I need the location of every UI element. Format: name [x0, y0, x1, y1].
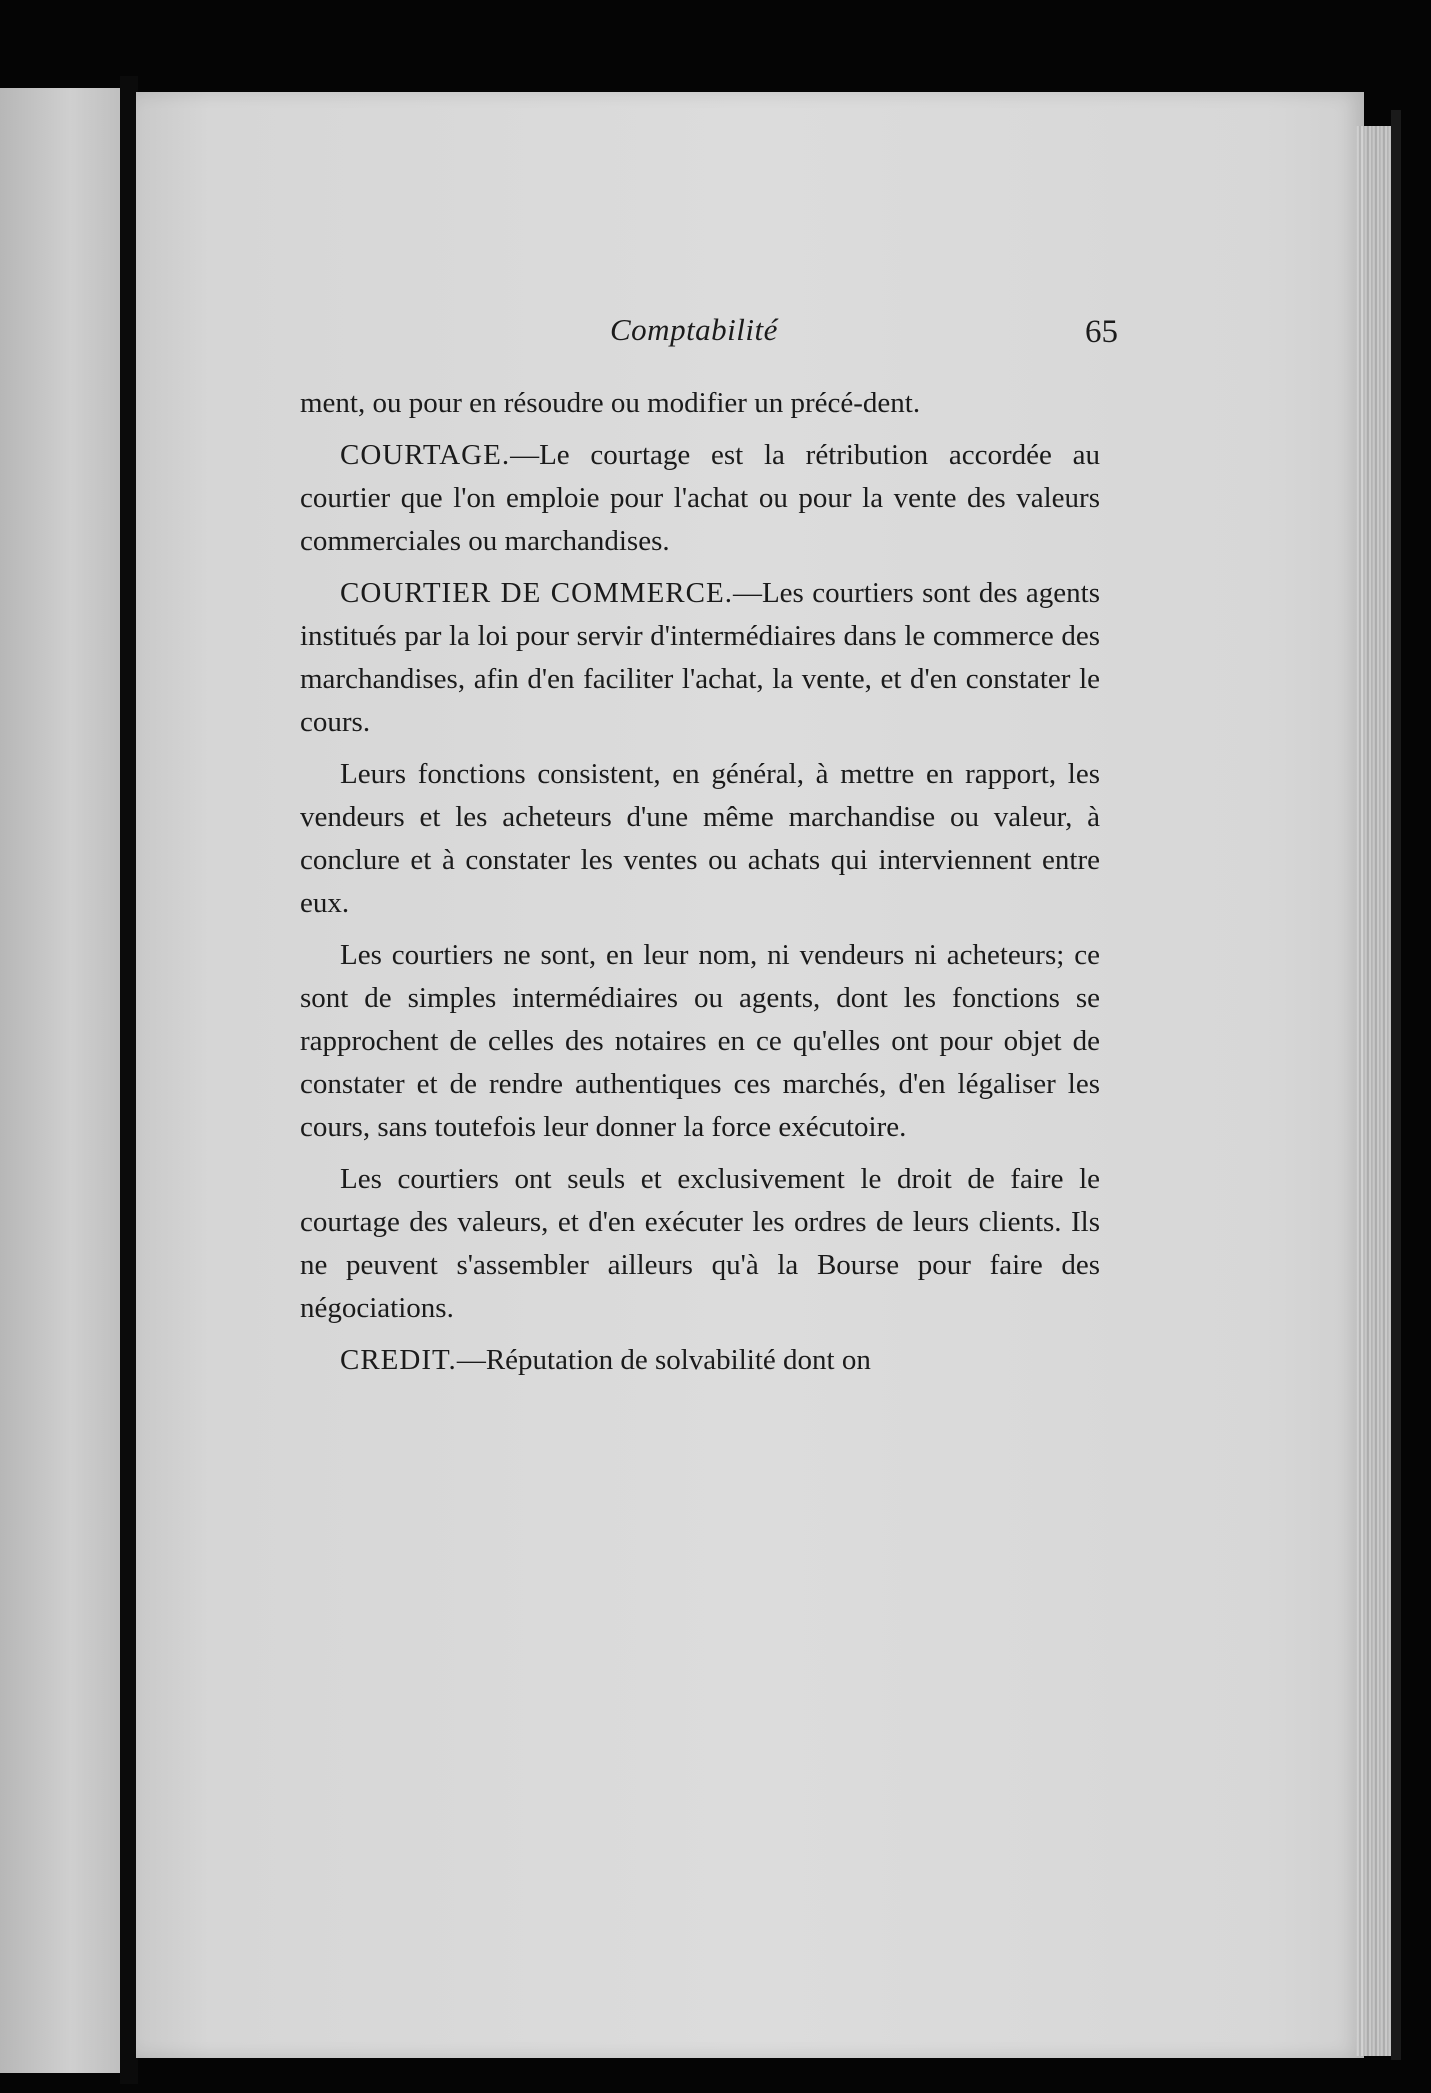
- paragraph-text: Les courtiers ont seuls et exclusivement le droit de faire le courtage des valeurs, et d'en exécuter les ordres de leurs clients. Ils ne peuvent s'assembler ailleurs qu'à la Bourse pour faire des négociations.: [300, 1163, 1100, 1324]
- paragraph-continued: [300, 382, 1100, 425]
- running-head: [300, 312, 1118, 360]
- entry-term: COURTAGE.: [340, 439, 511, 471]
- page-number: 65: [1085, 314, 1118, 350]
- paragraph-text: ment, ou pour en résoudre ou modifier un précé-dent.: [300, 387, 921, 419]
- entry-text: —Réputation de solvabilité dont on: [456, 1344, 871, 1376]
- page-stack-edge: [1356, 126, 1396, 2056]
- entry-term: COURTIER DE COMMERCE.: [340, 577, 733, 609]
- paragraph-exclusive-right: [300, 1158, 1100, 1330]
- entry-courtage: [300, 434, 1100, 563]
- entry-text: —Les courtiers sont des agents institués par la loi pour servir d'intermédiaires dans le commerce des marchandises, afin d'en faciliter l'achat, la vente, et d'en constater le cours.: [300, 577, 1100, 738]
- paragraph-text: Les courtiers ne sont, en leur nom, ni vendeurs ni acheteurs; ce sont de simples intermédiaires ou agents, dont les fonctions se rapprochent de celles des notaires en ce qu'elles ont pour objet de constater et de rendre authentiques ces marchés, d'en légaliser les cours, sans toutefois leur donner la force exécutoire.: [300, 939, 1100, 1143]
- entry-text: —Le courtage est la rétribution accordée au courtier que l'on emploie pour l'achat ou pour la vente des valeurs commerciales ou marchandises.: [300, 439, 1100, 557]
- paragraph-functions: [300, 753, 1100, 925]
- paragraph-intermediaries: [300, 934, 1100, 1149]
- running-title: Comptabilité: [610, 312, 778, 347]
- entry-term: CREDIT.: [340, 1344, 457, 1376]
- left-page-edge: [0, 88, 128, 2073]
- entry-credit: [300, 1339, 1100, 1382]
- page-content: [300, 312, 1118, 1391]
- entry-courtier-de-commerce: [300, 572, 1100, 744]
- page-shadow: [1391, 110, 1401, 2060]
- paragraph-text: Leurs fonctions consistent, en général, à mettre en rapport, les vendeurs et les acheteurs d'une même marchandise ou valeur, à conclure et à constater les ventes ou achats qui interviennent entre eux.: [300, 758, 1100, 919]
